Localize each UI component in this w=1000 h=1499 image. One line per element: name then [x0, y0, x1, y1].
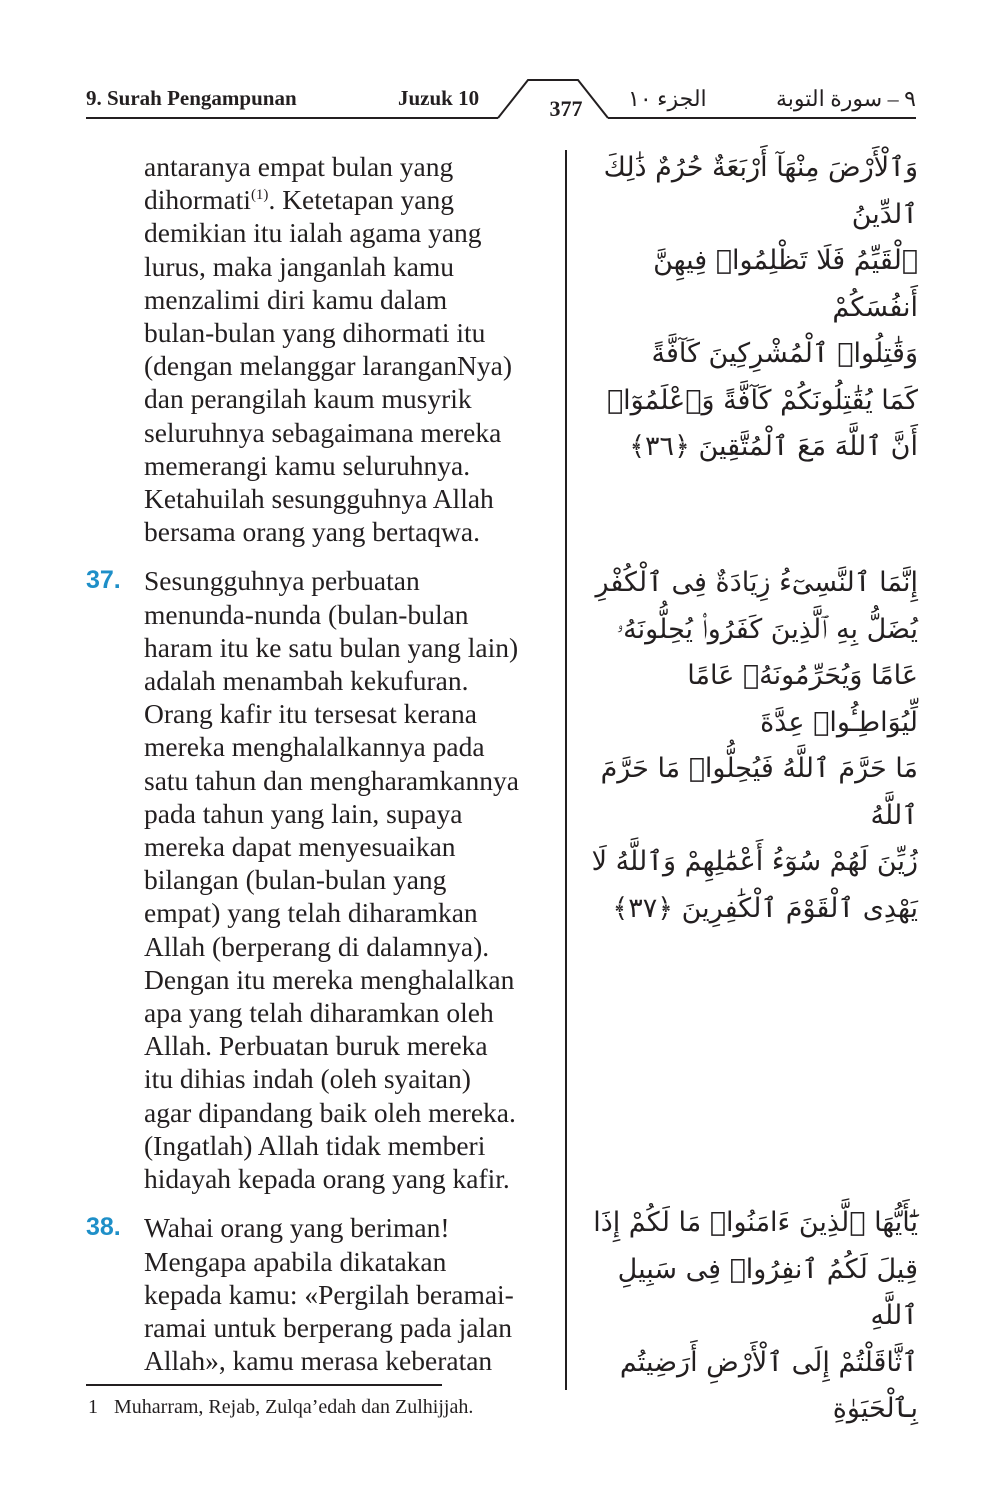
- arabic-verse-36: وَٱلْأَرْضَ مِنْهَآ أَرْبَعَةٌ حُرُمٌ ذَٰلِكَ ٱلدِّينُ ٱلْقَيِّمُ فَلَا تَظْلِمُوا۟ فِيهِنَّ أَنفُسَكُمْ وَقَٰتِلُوا۟ ٱلْمُشْرِكِينَ كَآفَّةً كَمَا يُقَٰتِلُونَكُمْ كَآفَّةً وَٱعْلَمُوٓا۟ أَنَّ ٱللَّهَ مَعَ ٱلْمُتَّقِينَ ﴿٣٦﴾: [603, 152, 918, 462]
- verse-37-text: Sesungguhnya perbuatan menunda-nunda (bulan-bulan haram itu ke satu bulan yang lain) adalah menambah kekufuran. Orang kafir itu tersesat kerana mereka menghalalkannya pada satu tahun dan mengharamkannya pada tahun yang lain, supaya mereka dapat menyesuaikan bilangan (bulan-bulan yang empat) yang telah diharamkan Allah (berperang di dalamnya). Dengan itu mereka menghalalkan apa yang telah diharamkan oleh Allah. Perbuatan buruk mereka itu dihias indah (oleh syaitan) agar dipandang baik oleh mereka. (Ingatlah) Allah tidak memberi hidayah kepada orang yang kafir.: [144, 565, 519, 1195]
- footnote-rule: [86, 1384, 442, 1386]
- arabic-verse-37: إِنَّمَا ٱلنَّسِىٓءُ زِيَادَةٌ فِى ٱلْكُفْرِ يُضَلُّ بِهِ ٱلَّذِينَ كَفَرُوا۟ يُحِلُّونَهُۥ عَامًا وَيُحَرِّمُونَهُۥ عَامًا لِّيُوَاطِـُٔوا۟ عِدَّةَ مَا حَرَّمَ ٱللَّهُ فَيُحِلُّوا۟ مَا حَرَّمَ ٱللَّهُ زُيِّنَ لَهُمْ سُوٓءُ أَعْمَٰلِهِمْ وَٱللَّهُ لَا يَهْدِى ٱلْقَوْمَ ٱلْكَٰفِرِينَ ﴿٣٧﴾: [591, 567, 918, 924]
- footnote: [88, 1396, 473, 1419]
- verse-36-text-b: . Ketetapan yang demikian itu ialah agama yang lurus, maka janganlah kamu menzalimi diri kamu dalam bulan-bulan yang dihormati itu (dengan melanggar laranganNya) dan perangilah kaum musyrik seluruhnya sebagaimana mereka memerangi kamu seluruhnya. Ketahuilah sesungguhnya Allah bersama orang yang bertaqwa.: [144, 184, 513, 548]
- arabic-verse-38: يَٰٓأَيُّهَا ٱلَّذِينَ ءَامَنُوا۟ مَا لَكُمْ إِذَا قِيلَ لَكُمُ ٱنفِرُوا۟ فِى سَبِيلِ ٱللَّهِ ٱثَّاقَلْتُمْ إِلَى ٱلْأَرْضِ أَرَضِيتُم بِٱلْحَيَوٰةِ: [593, 1207, 918, 1424]
- footnote-ref: (1): [250, 187, 269, 204]
- verse-36-text-a: antaranya empat bulan yang dihormati: [144, 151, 454, 216]
- footnote-number: 1: [88, 1396, 98, 1418]
- juzuk-label: Juzuk 10: [398, 86, 480, 110]
- page-header: [0, 0, 1000, 130]
- verse-38: [86, 1211, 556, 1377]
- footnote-text: Muharram, Rejab, Zulqa’edah dan Zulhijjah.: [114, 1396, 474, 1418]
- surah-title: 9. Surah Pengampunan: [86, 86, 297, 110]
- translation-column: [86, 150, 556, 1393]
- verse-38-text: Wahai orang yang beriman! Mengapa apabila dikatakan kepada kamu: «Pergilah beramai- ramai untuk berperang pada jalan Allah», kamu merasa keberatan: [144, 1212, 514, 1377]
- juz-arabic: الجزء ١٠: [628, 86, 707, 111]
- surah-arabic: ٩ – سورة التوبة: [775, 86, 916, 111]
- page-number: 377: [549, 96, 583, 121]
- verse-36-continuation: [86, 150, 556, 548]
- verse-number-38: 38.: [86, 1213, 121, 1242]
- column-divider: [565, 150, 567, 1390]
- verse-number-37: 37.: [86, 566, 121, 595]
- verse-37: [86, 564, 556, 1195]
